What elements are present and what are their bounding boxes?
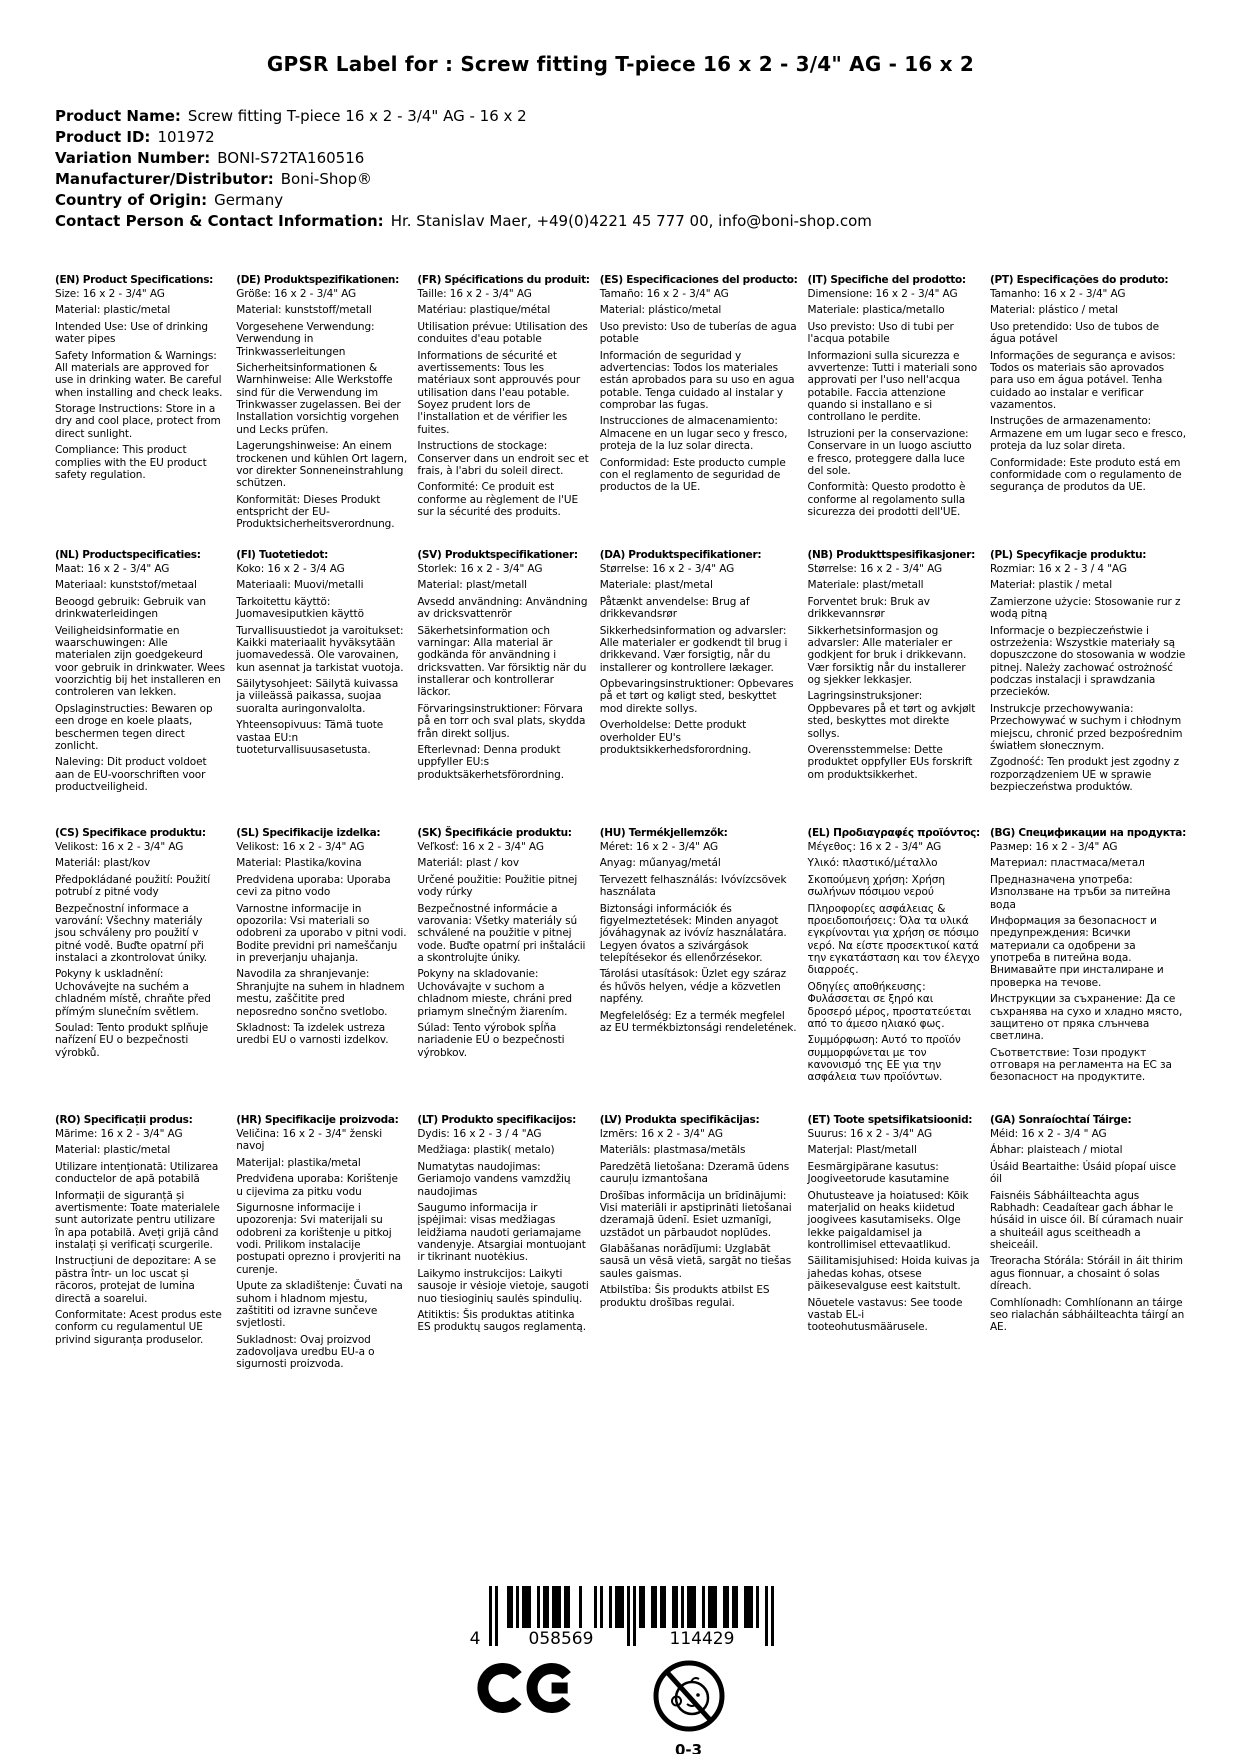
spec-paragraph: Anyag: műanyag/metál xyxy=(599,857,721,870)
spec-paragraph: Maat: 16 x 2 - 3/4" AG xyxy=(55,563,170,575)
spec-paragraph: Saugumo informacija ir įspėjimai: visas medžiagas leidžiama naudoti geriamajame vandenyje. Atsargiai montuojant ir tikrinant nuotėkius. xyxy=(417,1201,586,1264)
ce-mark-icon xyxy=(477,1656,577,1720)
spec-paragraph: Eesmärgipärane kasutus: Joogiveetorude kasutamine xyxy=(807,1160,949,1186)
spec-paragraph: Sicherheitsinformationen & Warnhinweise: Alle Werkstoffe sind für die Verwendung im Trinkwasser zugelassen. Bei der Installation vorsichtig vorgehen und Lecks prüfen. xyxy=(236,361,401,436)
spec-paragraph: Veľkosť: 16 x 2 - 3/4" AG xyxy=(417,841,544,853)
spec-paragraph: Størrelse: 16 x 2 - 3/4" AG xyxy=(807,563,943,575)
spec-paragraph: Συμμόρφωση: Αυτό το προϊόν συμμορφώνεται με τον κανονισμό της ΕΕ για την ασφάλεια των προϊόντων. xyxy=(807,1034,961,1084)
spec-paragraph: Säilytysohjeet: Säilytä kuivassa ja viileässä paikassa, suojaa suoralta auringonvalolta. xyxy=(236,678,399,715)
spec-paragraph: Forventet bruk: Bruk av drikkevannsrør xyxy=(807,595,930,621)
spec-paragraph: Ohutusteave ja hoiatused: Kõik materjalid on heaks kiidetud joogivees kasutamiseks. Olge lekke paigaldamisel ja kontrollimisel ettevaatlikud. xyxy=(807,1189,969,1251)
spec-paragraph: Материал: пластмаса/метал xyxy=(989,857,1145,870)
spec-block-ro xyxy=(55,1114,226,1375)
spec-paragraph: Zamierzone użycie: Stosowanie rur z wodą pitną xyxy=(989,595,1181,621)
spec-paragraph: Predviđena uporaba: Korištenje u cijevima za pitku vodu xyxy=(236,1173,398,1198)
spec-paragraph: Информация за безопасност и предупреждения: Всички материали са одобрени за употреба в питейна вода. Внимавайте при инсталиране и проверка на течове. xyxy=(989,914,1164,989)
spec-heading: (DE) Produktspezifikationen: xyxy=(236,274,399,286)
spec-paragraph: Instructions de stockage: Conserver dans un endroit sec et frais, à l'abri du soleil direct. xyxy=(417,440,589,477)
spec-paragraph: Σκοπούμενη χρήση: Χρήση σωλήνων πόσιμου νερού xyxy=(807,873,945,899)
spec-block-ga xyxy=(990,1114,1186,1375)
spec-block-et xyxy=(808,1114,980,1375)
spec-block-bg xyxy=(990,827,1186,1114)
spec-paragraph: Påtænkt anvendelse: Brug af drikkevandsrør xyxy=(599,595,750,621)
spec-paragraph: Medžiaga: plastik( metalo) xyxy=(417,1144,555,1157)
spec-paragraph: Materiāls: plastmasa/metāls xyxy=(599,1144,746,1157)
spec-paragraph: Materijal: plastika/metal xyxy=(236,1156,361,1169)
spec-paragraph: Materiál: plast/kov xyxy=(55,857,151,870)
product-info-label: Contact Person & Contact Information: xyxy=(55,212,384,230)
spec-paragraph: Μέγεθος: 16 x 2 - 3/4" AG xyxy=(807,841,942,853)
spec-block-hr xyxy=(236,1114,407,1375)
spec-paragraph: Vorgesehene Verwendung: Verwendung in Trinkwasserleitungen xyxy=(236,320,375,358)
spec-paragraph: Opslaginstructies: Bewaren op een droge en koele plaats, beschermen tegen direct zonlicht. xyxy=(55,702,213,752)
product-info-value: 101972 xyxy=(157,128,215,146)
spec-paragraph: Bezpečnostné informácie a varovania: Všetky materiály sú schválené na použitie v pitnej vode. Buďte opatrní pri inštalácii a skontrolujte úniky. xyxy=(417,902,586,964)
spec-heading: (BG) Спецификации на продукта: xyxy=(989,827,1186,839)
spec-heading: (EN) Product Specifications: xyxy=(55,274,214,286)
spec-heading: (CS) Specifikace produktu: xyxy=(55,827,206,839)
spec-paragraph: Sukladnost: Ovaj proizvod zadovoljava uredbu EU-a o sigurnosti proizvoda. xyxy=(236,1333,375,1371)
spec-paragraph: Comhlíonadh: Comhlíonann an táirge seo rialachán sábháilteachta táirgí an AE. xyxy=(989,1296,1185,1334)
spec-block-fr xyxy=(417,274,589,549)
spec-paragraph: Съответствие: Този продукт отговаря на регламента на ЕС за безопасност на продуктите. xyxy=(989,1046,1172,1084)
age-warning-label: 0-3 xyxy=(672,1741,705,1754)
spec-paragraph: Naleving: Dit product voldoet aan de EU-voorschriften voor productveiligheid. xyxy=(55,756,207,793)
spec-block-fi xyxy=(236,549,407,827)
spec-heading: (LV) Produkta specifikācijas: xyxy=(599,1114,760,1126)
spec-paragraph: Úsáid Beartaithe: Úsáid píopaí uisce óil xyxy=(989,1160,1176,1186)
spec-block-sk xyxy=(417,827,589,1114)
spec-paragraph: Skladnost: Ta izdelek ustreza uredbi EU o varnosti izdelkov. xyxy=(236,1021,389,1047)
spec-paragraph: Overholdelse: Dette produkt overholder EU's produktsikkerhedsforordning. xyxy=(599,719,752,756)
spec-paragraph: Taille: 16 x 2 - 3/4" AG xyxy=(417,288,532,300)
spec-block-nl xyxy=(55,549,226,827)
spec-paragraph: Súlad: Tento výrobok spĺňa nariadenie EÚ o bezpečnosti výrobkov. xyxy=(417,1021,565,1059)
spec-paragraph: Upute za skladištenje: Čuvati na suhom i hladnom mjestu, zaštititi od izravne sunčeve svjetlosti. xyxy=(236,1280,403,1330)
spec-paragraph: Beoogd gebruik: Gebruik van drinkwaterleidingen xyxy=(55,595,206,621)
spec-paragraph: Yhteensopivuus: Tämä tuote vastaa EU:n tuoteturvallisuusasetusta. xyxy=(236,719,384,756)
spec-heading: (FI) Tuotetiedot: xyxy=(236,549,328,561)
spec-block-it xyxy=(808,274,980,549)
spec-paragraph: Veiligheidsinformatie en waarschuwingen: Alle materialen zijn goedgekeurd voor gebruik in drinkwater. Wees voorzichtig bij het installeren en controleren van lekken. xyxy=(55,624,225,699)
spec-paragraph: Conformidad: Este producto cumple con el reglamento de seguridad de productos de la UE. xyxy=(599,456,786,494)
spec-paragraph: Rozmiar: 16 x 2 - 3 / 4 "AG xyxy=(989,563,1127,575)
spec-paragraph: Soulad: Tento produkt splňuje nařízení EU o bezpečnosti výrobků. xyxy=(55,1021,209,1059)
product-info-label: Variation Number: xyxy=(55,149,211,167)
spec-block-lt xyxy=(417,1114,589,1375)
product-info-value: Hr. Stanislav Maer, +49(0)4221 45 777 00, info@boni-shop.com xyxy=(390,212,872,230)
spec-paragraph: Informații de siguranță și avertismente: Toate materialele sunt autorizate pentru utilizare în apa potabilă. Aveți grijă când instalați și verificați scurgerile. xyxy=(55,1189,220,1251)
spec-heading: (GA) Sonraíochtaí Táirge: xyxy=(989,1114,1132,1126)
spec-paragraph: Drošības informācija un brīdinājumi: Visi materiāli ir apstiprināti lietošanai dzeramajā ūdenī. Esiet uzmanīgi, uzstādot un pārbaudot noplūdes. xyxy=(599,1189,792,1239)
spec-block-hu xyxy=(600,827,798,1114)
product-info-row xyxy=(55,127,1186,148)
product-info-row xyxy=(55,106,1186,127)
spec-heading: (SL) Specifikacije izdelka: xyxy=(236,827,381,839)
spec-paragraph: Säkerhetsinformation och varningar: Alla material är godkända för användning i dricksvatten. Var försiktig när du installerar och kontrollerar läckor. xyxy=(417,624,587,699)
spec-paragraph: Tervezett felhasználás: Ivóvízcsövek használata xyxy=(599,873,787,899)
barcode-digits: 114429 xyxy=(669,1629,735,1648)
spec-paragraph: Instruções de armazenamento: Armazene em um lugar seco e fresco, proteja da luz solar direta. xyxy=(989,415,1186,453)
spec-heading: (ET) Toote spetsifikatsioonid: xyxy=(807,1114,973,1126)
spec-paragraph: Lagringsinstruksjoner: Oppbevares på et tørt og avkjølt sted, beskyttes mot direkte sollys. xyxy=(807,690,976,740)
spec-paragraph: Laikymo instrukcijos: Laikyti sausoje ir vėsioje vietoje, saugoti nuo tiesioginių saulės spindulių. xyxy=(417,1267,589,1305)
spec-paragraph: Sikkerhetsinformasjon og advarsler: Alle materialer er godkjent for bruk i drikkevann. Vær forsiktig når du installerer og sjekker lekkasjer. xyxy=(807,624,967,686)
spec-paragraph: Predvidena uporaba: Uporaba cevi za pitno vodo xyxy=(236,873,391,899)
spec-paragraph: Faisnéis Sábháilteachta agus Rabhadh: Ceadaítear gach ábhar le húsáid in uisce óil. Bí cúramach nuair a shuiteáil agus sceitheadh a sheiceáil. xyxy=(989,1189,1183,1251)
spec-paragraph: Materiał: plastik / metal xyxy=(989,579,1113,592)
spec-paragraph: Biztonsági információk és figyelmeztetések: Minden anyagot jóváhagynak az ivóvíz használatára. Legyen óvatos a szivárgások telepítésekor és ellenőrzésekor. xyxy=(599,902,787,964)
spec-paragraph: Materiaal: kunststof/metaal xyxy=(55,579,197,592)
spec-block-de xyxy=(236,274,407,549)
product-info xyxy=(55,106,1186,232)
compliance-marks xyxy=(0,1656,1223,1754)
spec-paragraph: Πληροφορίες ασφάλειας & προειδοποιήσεις: Όλα τα υλικά εγκρίνονται για χρήση σε πόσιμο νερό. Να είστε προσεκτικοί κατά την εγκατάσταση και τον έλεγχο διαρροές. xyxy=(807,902,980,977)
spec-paragraph: Koko: 16 x 2 - 3/4 AG xyxy=(236,563,345,575)
spec-paragraph: Intended Use: Use of drinking water pipes xyxy=(55,320,208,346)
spec-paragraph: Overensstemmelse: Dette produktet oppfyller EUs forskrift om produktsikkerhet. xyxy=(807,743,973,781)
spec-paragraph: Dimensione: 16 x 2 - 3/4" AG xyxy=(807,288,958,300)
spec-paragraph: Storage Instructions: Store in a dry and cool place, protect from direct sunlight. xyxy=(55,403,221,440)
product-info-label: Country of Origin: xyxy=(55,191,208,209)
spec-block-es xyxy=(600,274,798,549)
spec-paragraph: Glabāšanas norādījumi: Uzglabāt sausā un vēsā vietā, sargāt no tiešas saules gaismas. xyxy=(599,1243,792,1280)
spec-paragraph: Lagerungshinweise: An einem trockenen und kühlen Ort lagern, vor direkter Sonneneinstrahlung schützen. xyxy=(236,440,408,490)
spec-paragraph: Οδηγίες αποθήκευσης: Φυλάσσεται σε ξηρό και δροσερό μέρος, προστατεύεται από το άμεσο ηλιακό φως. xyxy=(807,980,972,1030)
ean13-barcode-icon xyxy=(463,1586,778,1648)
spec-paragraph: Uso pretendido: Uso de tubos de água potável xyxy=(989,320,1159,346)
spec-paragraph: Förvaringsinstruktioner: Förvara på en torr och sval plats, skydda från direkt solljus. xyxy=(417,702,586,740)
spec-paragraph: Informations de sécurité et avertissements: Tous les matériaux sont approuvés pour utilisation dans l'eau potable. Soyez prudent lors de l'installation et de vérifier les fuites. xyxy=(417,349,581,436)
spec-paragraph: Tamanho: 16 x 2 - 3/4" AG xyxy=(989,288,1126,300)
spec-paragraph: Varnostne informacije in opozorila: Vsi materiali so odobreni za uporabo v pitni vodi. Bodite previdni pri nameščanju in preverjanju uhajanja. xyxy=(236,902,407,964)
spec-paragraph: Méid: 16 x 2 - 3/4 " AG xyxy=(989,1128,1107,1140)
spec-paragraph: Opbevaringsinstruktioner: Opbevares på et tørt og køligt sted, beskyttet mod direkte sollys. xyxy=(599,678,794,715)
spec-paragraph: Turvallisuustiedot ja varoitukset: Kaikki materiaalit hyväksytään juomavedessä. Ole varovainen, kun asennat ja tarkistat vuotoja. xyxy=(236,624,404,674)
spec-block-nb xyxy=(808,549,980,827)
spec-heading: (SV) Produktspecifikationer: xyxy=(417,549,578,561)
spec-heading: (EL) Προδιαγραφές προϊόντος: xyxy=(807,827,980,839)
spec-heading: (IT) Specifiche del prodotto: xyxy=(807,274,966,286)
spec-heading: (HU) Termékjellemzők: xyxy=(599,827,728,839)
spec-paragraph: Material: Plastika/kovina xyxy=(236,857,362,870)
spec-paragraph: Sigurnosne informacije i upozorenja: Svi materijali su odobreni za korištenje u pitkoj vodi. Prilikom instalacije postupati oprezno i provjeriti na curenje. xyxy=(236,1201,401,1276)
spec-paragraph: Safety Information & Warnings: All materials are approved for use in drinking water. Be careful when installing and check leaks. xyxy=(55,349,223,399)
spec-paragraph: Material: plast/metall xyxy=(417,579,527,592)
spec-heading: (NL) Productspecificaties: xyxy=(55,549,201,561)
spec-heading: (PL) Specyfikacje produktu: xyxy=(989,549,1147,561)
spec-paragraph: Paredzētā lietošana: Dzeramā ūdens cauruļu izmantošana xyxy=(599,1160,790,1186)
product-info-row xyxy=(55,211,1186,232)
spec-paragraph: Izmērs: 16 x 2 - 3/4" AG xyxy=(599,1128,723,1140)
spec-heading: (LT) Produkto specifikacijos: xyxy=(417,1114,577,1126)
product-info-label: Manufacturer/Distributor: xyxy=(55,170,274,188)
spec-heading: (ES) Especificaciones del producto: xyxy=(599,274,798,286)
spec-block-pt xyxy=(990,274,1186,549)
spec-paragraph: Instrucciones de almacenamiento: Almacene en un lugar seco y fresco, proteja de la luz solar directa. xyxy=(599,415,788,453)
product-info-value: Boni-Shop® xyxy=(280,170,373,188)
spec-paragraph: Veličina: 16 x 2 - 3/4" ženski navoj xyxy=(236,1128,383,1153)
spec-paragraph: Dydis: 16 x 2 - 3 / 4 "AG xyxy=(417,1128,542,1140)
spec-paragraph: Atitiktis: Šis produktas atitinka ES produktų saugos reglamentą. xyxy=(417,1308,586,1334)
spec-heading: (PT) Especificações do produto: xyxy=(989,274,1169,286)
spec-paragraph: Materiale: plastica/metallo xyxy=(807,304,945,317)
spec-paragraph: Efterlevnad: Denna produkt uppfyller EU:s produktsäkerhetsförordning. xyxy=(417,743,564,781)
spec-heading: (HR) Specifikacije proizvoda: xyxy=(236,1114,399,1126)
spec-paragraph: Uso previsto: Uso de tuberías de agua potable xyxy=(599,320,797,346)
spec-paragraph: Información de seguridad y advertencias: Todos los materiales están aprobados para su uso en agua potable. Tenga cuidado al instalar y comprobar las fugas. xyxy=(599,349,795,411)
spec-paragraph: Suurus: 16 x 2 - 3/4" AG xyxy=(807,1128,933,1140)
spec-block-cs xyxy=(55,827,226,1114)
spec-paragraph: Material: plastic/metal xyxy=(55,1144,171,1157)
spec-paragraph: Avsedd användning: Användning av dricksvattenrör xyxy=(417,595,588,621)
product-info-label: Product ID: xyxy=(55,128,151,146)
spec-paragraph: Pokyny k uskladnění: Uchovávejte na suchém a chladném místě, chraňte před přímým slunečním světlem. xyxy=(55,968,211,1018)
spec-paragraph: Utilizare intenționată: Utilizarea conductelor de apă potabilă xyxy=(55,1160,219,1186)
spec-heading: (NB) Produkttspesifikasjoner: xyxy=(807,549,975,561)
spec-paragraph: Utilisation prévue: Utilisation des conduites d'eau potable xyxy=(417,320,588,346)
spec-paragraph: Předpokládané použití: Použití potrubí z pitné vody xyxy=(55,873,211,899)
spec-paragraph: Ábhar: plaisteach / miotal xyxy=(989,1144,1123,1157)
spec-paragraph: Velikost: 16 x 2 - 3/4" AG xyxy=(236,841,365,853)
spec-paragraph: Materiale: plast/metall xyxy=(807,579,924,592)
age-warning-symbol xyxy=(649,1656,729,1754)
spec-paragraph: Instrucțiuni de depozitare: A se păstra într- un loc uscat și răcoros, protejat de lumina directă a soarelui. xyxy=(55,1255,217,1305)
spec-paragraph: Materjal: Plast/metall xyxy=(807,1144,917,1157)
spec-block-sl xyxy=(236,827,407,1114)
spec-paragraph: Conformidade: Este produto está em conformidade com o regulamento de segurança de produtos da UE. xyxy=(989,456,1182,494)
spec-paragraph: Pokyny na skladovanie: Uchovávajte v suchom a chladnom mieste, chráni pred priamym slnečným žiarením. xyxy=(417,968,572,1018)
spec-heading: (DA) Produktspecifikationer: xyxy=(599,549,762,561)
spec-paragraph: Material: plástico/metal xyxy=(599,304,722,317)
spec-paragraph: Velikost: 16 x 2 - 3/4" AG xyxy=(55,841,184,853)
label-footer xyxy=(0,1586,1241,1754)
spec-paragraph: Materiaali: Muovi/metalli xyxy=(236,579,364,592)
spec-grid xyxy=(55,274,1186,1375)
spec-paragraph: Bezpečnostní informace a varování: Všechny materiály jsou schváleny pro použití v pitné vodě. Buďte opatrní při instalaci a zkontrolovat úniky. xyxy=(55,902,208,964)
spec-heading: (RO) Specificații produs: xyxy=(55,1114,193,1126)
spec-paragraph: Navodila za shranjevanje: Shranjujte na suhem in hladnem mestu, zaščitite pred neposredno sončno svetlobo. xyxy=(236,968,405,1018)
spec-paragraph: Größe: 16 x 2 - 3/4" AG xyxy=(236,288,357,300)
spec-block-da xyxy=(600,549,798,827)
spec-paragraph: Atbilstība: Šis produkts atbilst ES produktu drošības regulai. xyxy=(599,1284,770,1309)
product-info-row xyxy=(55,190,1186,211)
spec-paragraph: Material: plastic/metal xyxy=(55,304,171,317)
spec-paragraph: Conformité: Ce produit est conforme au règlement de l'UE sur la sécurité des produits. xyxy=(417,481,579,518)
spec-paragraph: Conformità: Questo prodotto è conforme al regolamento sulla sicurezza dei prodotti dell'UE. xyxy=(807,481,966,518)
spec-paragraph: Informacje o bezpieczeństwie i ostrzeżenia: Wszystkie materiały są dopuszczone do stosowania w wodzie pitnej. Należy zachować ostrożność podczas instalacji i sprawdzania przecieków. xyxy=(989,624,1186,699)
spec-block-en xyxy=(55,274,226,549)
spec-paragraph: Méret: 16 x 2 - 3/4" AG xyxy=(599,841,719,853)
spec-paragraph: Material: plástico / metal xyxy=(989,304,1118,317)
spec-paragraph: Treoracha Stórála: Stóráil in áit thirim agus fionnuar, a chosaint ó solas díreach. xyxy=(989,1255,1183,1293)
spec-heading: (FR) Spécifications du produit: xyxy=(417,274,590,286)
spec-paragraph: Størrelse: 16 x 2 - 3/4" AG xyxy=(599,563,735,575)
spec-paragraph: Matériau: plastique/métal xyxy=(417,304,551,317)
spec-paragraph: Konformität: Dieses Produkt entspricht der EU-Produktsicherheitsverordnung. xyxy=(236,493,395,531)
product-info-row xyxy=(55,148,1186,169)
spec-paragraph: Nõuetele vastavus: See toode vastab EL-i tooteohutusmäärusele. xyxy=(807,1296,963,1334)
spec-paragraph: Säilitamisjuhised: Hoida kuivas ja jahedas kohas, otsese päikesevalguse eest kaitstult. xyxy=(807,1255,980,1293)
product-info-value: Screw fitting T-piece 16 x 2 - 3/4" AG - 16 x 2 xyxy=(187,107,527,125)
spec-block-el xyxy=(808,827,980,1114)
spec-paragraph: Размер: 16 x 2 - 3/4" AG xyxy=(989,841,1118,853)
spec-paragraph: Material: kunststoff/metall xyxy=(236,304,372,317)
product-info-value: Germany xyxy=(214,191,284,209)
product-info-value: BONI-S72TA160516 xyxy=(217,149,365,167)
spec-paragraph: Tamaño: 16 x 2 - 3/4" AG xyxy=(599,288,729,300)
spec-paragraph: Informazioni sulla sicurezza e avvertenze: Tutti i materiali sono approvati per l'uso nell'acqua potabile. Faccia attenzione quando si installano e si controllano le perdite. xyxy=(807,349,978,424)
product-info-row xyxy=(55,169,1186,190)
spec-paragraph: Tárolási utasítások: Üzlet egy száraz és hűvös helyen, védje a közvetlen napfény. xyxy=(599,968,787,1006)
spec-paragraph: Sikkerhedsinformation og advarsler: Alle materialer er godkendt til brug i drikkevand. Vær forsigtig, når du installerer og kontrollere lækager. xyxy=(599,624,788,674)
spec-block-pl xyxy=(990,549,1186,827)
spec-paragraph: Zgodność: Ten produkt jest zgodny z rozporządzeniem UE w sprawie bezpieczeństwa produktów. xyxy=(989,756,1179,793)
barcode-digits: 4 xyxy=(469,1629,481,1648)
spec-paragraph: Určené použitie: Použitie pitnej vody rúrky xyxy=(417,873,578,899)
spec-block-sv xyxy=(417,549,589,827)
spec-heading: (SK) Špecifikácie produktu: xyxy=(417,827,572,839)
spec-paragraph: Compliance: This product complies with the EU product safety regulation. xyxy=(55,444,207,481)
spec-paragraph: Materiál: plast / kov xyxy=(417,857,519,870)
spec-paragraph: Instrukcje przechowywania: Przechowywać w suchym i chłodnym miejscu, chronić przed bezpośrednim światłem słonecznym. xyxy=(989,702,1183,752)
spec-paragraph: Conformitate: Acest produs este conform cu regulamentul UE privind siguranța produselor. xyxy=(55,1308,222,1346)
spec-paragraph: Size: 16 x 2 - 3/4" AG xyxy=(55,288,165,300)
spec-block-lv xyxy=(600,1114,798,1375)
page-title: GPSR Label for : Screw fitting T-piece 16 x 2 - 3/4" AG - 16 x 2 xyxy=(266,52,975,76)
spec-paragraph: Υλικό: πλαστικό/μέταλλο xyxy=(807,857,938,870)
spec-paragraph: Istruzioni per la conservazione: Conservare in un luogo asciutto e fresco, proteggere dalla luce del sole. xyxy=(807,427,972,477)
spec-paragraph: Tarkoitettu käyttö: Juomavesiputkien käyttö xyxy=(236,595,364,621)
age-warning-icon xyxy=(649,1656,729,1736)
spec-paragraph: Предназначена употреба: Използване на тръби за питейна вода xyxy=(989,873,1171,911)
spec-paragraph: Storlek: 16 x 2 - 3/4" AG xyxy=(417,563,543,575)
spec-paragraph: Uso previsto: Uso di tubi per l'acqua potabile xyxy=(807,320,954,346)
barcode-digits: 058569 xyxy=(528,1629,594,1648)
spec-paragraph: Инструкции за съхранение: Да се съхранява на сухо и хладно място, защитено от пряка слънчева светлина. xyxy=(989,993,1183,1043)
product-info-label: Product Name: xyxy=(55,107,181,125)
spec-paragraph: Mărime: 16 x 2 - 3/4" AG xyxy=(55,1128,183,1140)
spec-paragraph: Megfelelőség: Ez a termék megfelel az EU termékbiztonsági rendeletének. xyxy=(599,1009,797,1034)
spec-paragraph: Informações de segurança e avisos: Todos os materiais são aprovados para uso em água potável. Tenha cuidado ao instalar e verificar vazamentos. xyxy=(989,349,1176,411)
spec-paragraph: Numatytas naudojimas: Geriamojo vandens vamzdžių naudojimas xyxy=(417,1160,571,1198)
spec-paragraph: Materiale: plast/metal xyxy=(599,579,713,592)
barcode xyxy=(0,1586,1241,1652)
